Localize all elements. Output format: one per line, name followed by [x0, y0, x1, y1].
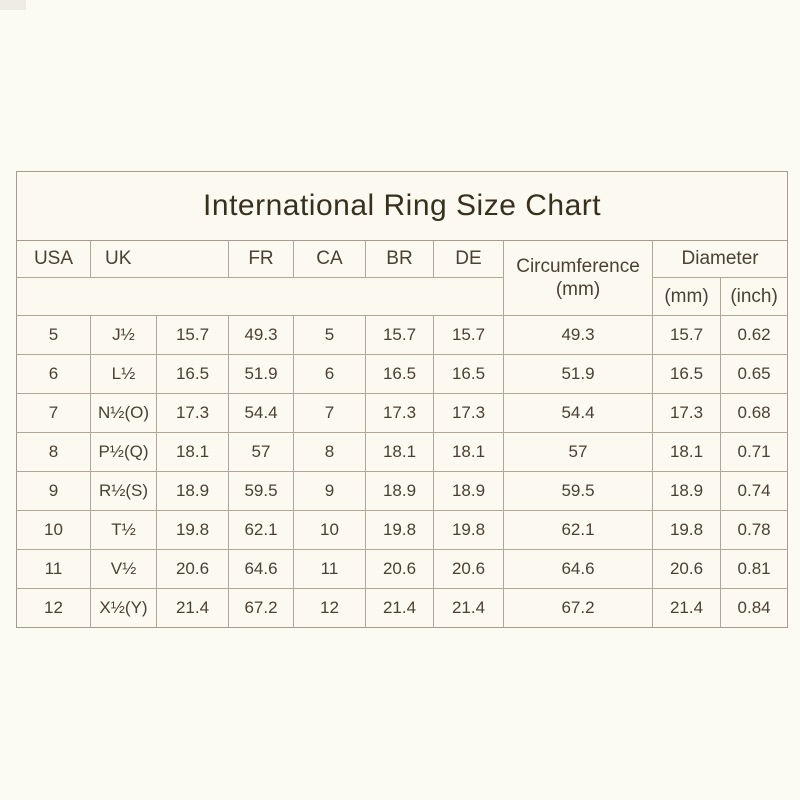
table-cell: 0.71 [721, 433, 788, 472]
table-cell: 18.9 [157, 472, 229, 511]
table-cell: 19.8 [653, 511, 721, 550]
table-cell: 11 [294, 550, 366, 589]
table-cell: 15.7 [157, 316, 229, 355]
ring-size-table [16, 171, 788, 628]
table-row [17, 550, 788, 589]
column-header-fr: FR [229, 241, 294, 278]
table-cell: 21.4 [434, 589, 504, 628]
table-cell: 49.3 [504, 316, 653, 355]
table-cell: 17.3 [366, 394, 434, 433]
column-header-usa: USA [17, 241, 91, 278]
table-cell: 19.8 [157, 511, 229, 550]
table-cell: 18.1 [653, 433, 721, 472]
column-header-diameter-inch: (inch) [730, 285, 778, 307]
table-cell: 9 [294, 472, 366, 511]
table-cell: N½(O) [91, 394, 157, 433]
table-cell: P½(Q) [91, 433, 157, 472]
table-cell: 17.3 [653, 394, 721, 433]
table-cell: R½(S) [91, 472, 157, 511]
table-cell: X½(Y) [91, 589, 157, 628]
table-cell: 67.2 [229, 589, 294, 628]
table-cell: 0.74 [721, 472, 788, 511]
table-cell: 0.81 [721, 550, 788, 589]
table-cell: 6 [294, 355, 366, 394]
table-cell: 18.1 [434, 433, 504, 472]
table-cell: 0.65 [721, 355, 788, 394]
table-cell: 18.1 [366, 433, 434, 472]
table-cell: 64.6 [504, 550, 653, 589]
table-cell: 6 [17, 355, 91, 394]
table-cell: 19.8 [434, 511, 504, 550]
table-row [17, 433, 788, 472]
table-cell: 62.1 [229, 511, 294, 550]
table-cell: 18.1 [157, 433, 229, 472]
table-cell: 19.8 [366, 511, 434, 550]
table-cell: 18.9 [366, 472, 434, 511]
column-header-ca: CA [294, 241, 366, 278]
table-cell: 21.4 [653, 589, 721, 628]
table-row [17, 589, 788, 628]
table-cell: 59.5 [504, 472, 653, 511]
column-header-br: BR [366, 241, 434, 278]
page-title: International Ring Size Chart [17, 172, 788, 241]
table-cell: 11 [17, 550, 91, 589]
table-cell: 15.7 [653, 316, 721, 355]
table-cell: 8 [294, 433, 366, 472]
column-header-uk: UK [91, 241, 229, 278]
table-cell: 18.9 [434, 472, 504, 511]
title-row [17, 172, 788, 241]
table-cell: 49.3 [229, 316, 294, 355]
table-cell: 59.5 [229, 472, 294, 511]
circumference-label-line1: Circumference [516, 256, 640, 277]
table-cell: 51.9 [229, 355, 294, 394]
header-spacer [17, 278, 504, 316]
table-cell: 21.4 [157, 589, 229, 628]
table-cell: 16.5 [157, 355, 229, 394]
table-row [17, 394, 788, 433]
table-cell: 9 [17, 472, 91, 511]
table-cell: 17.3 [434, 394, 504, 433]
table-cell: J½ [91, 316, 157, 355]
header-row-top [17, 241, 788, 278]
table-cell: 15.7 [434, 316, 504, 355]
table-cell: 12 [17, 589, 91, 628]
table-cell: 17.3 [157, 394, 229, 433]
table-cell: T½ [91, 511, 157, 550]
scan-smudge [0, 0, 26, 10]
column-header-circumference [504, 241, 653, 316]
table-cell: 20.6 [157, 550, 229, 589]
table-cell: 0.78 [721, 511, 788, 550]
table-cell: L½ [91, 355, 157, 394]
table-cell: 0.68 [721, 394, 788, 433]
table-cell: 5 [17, 316, 91, 355]
table-row [17, 316, 788, 355]
table-cell: 67.2 [504, 589, 653, 628]
table-body [17, 316, 788, 628]
column-header-diameter-mm: (mm) [653, 278, 721, 316]
column-header-diameter: Diameter [653, 241, 788, 278]
table-cell: 5 [294, 316, 366, 355]
table-cell: 7 [17, 394, 91, 433]
table-cell: 57 [229, 433, 294, 472]
table-cell: 54.4 [229, 394, 294, 433]
table-cell: 54.4 [504, 394, 653, 433]
table-cell: 7 [294, 394, 366, 433]
table-cell: 10 [294, 511, 366, 550]
table-cell: 0.84 [721, 589, 788, 628]
table-cell: 16.5 [653, 355, 721, 394]
table-cell: 16.5 [366, 355, 434, 394]
table-cell: 21.4 [366, 589, 434, 628]
circumference-label-line2: (mm) [555, 279, 601, 300]
table-cell: V½ [91, 550, 157, 589]
table-cell: 64.6 [229, 550, 294, 589]
table-cell: 57 [504, 433, 653, 472]
ring-size-chart [16, 171, 788, 628]
header-row-bottom [17, 278, 788, 316]
table-cell: 8 [17, 433, 91, 472]
table-cell: 18.9 [653, 472, 721, 511]
table-cell: 15.7 [366, 316, 434, 355]
table-cell: 10 [17, 511, 91, 550]
table-cell: 51.9 [504, 355, 653, 394]
table-cell: 62.1 [504, 511, 653, 550]
table-cell: 16.5 [434, 355, 504, 394]
table-row [17, 511, 788, 550]
column-header-de: DE [434, 241, 504, 278]
table-cell: 0.62 [721, 316, 788, 355]
table-cell: 20.6 [366, 550, 434, 589]
table-cell: 20.6 [653, 550, 721, 589]
table-cell: 12 [294, 589, 366, 628]
table-row [17, 355, 788, 394]
table-row [17, 472, 788, 511]
table-cell: 20.6 [434, 550, 504, 589]
